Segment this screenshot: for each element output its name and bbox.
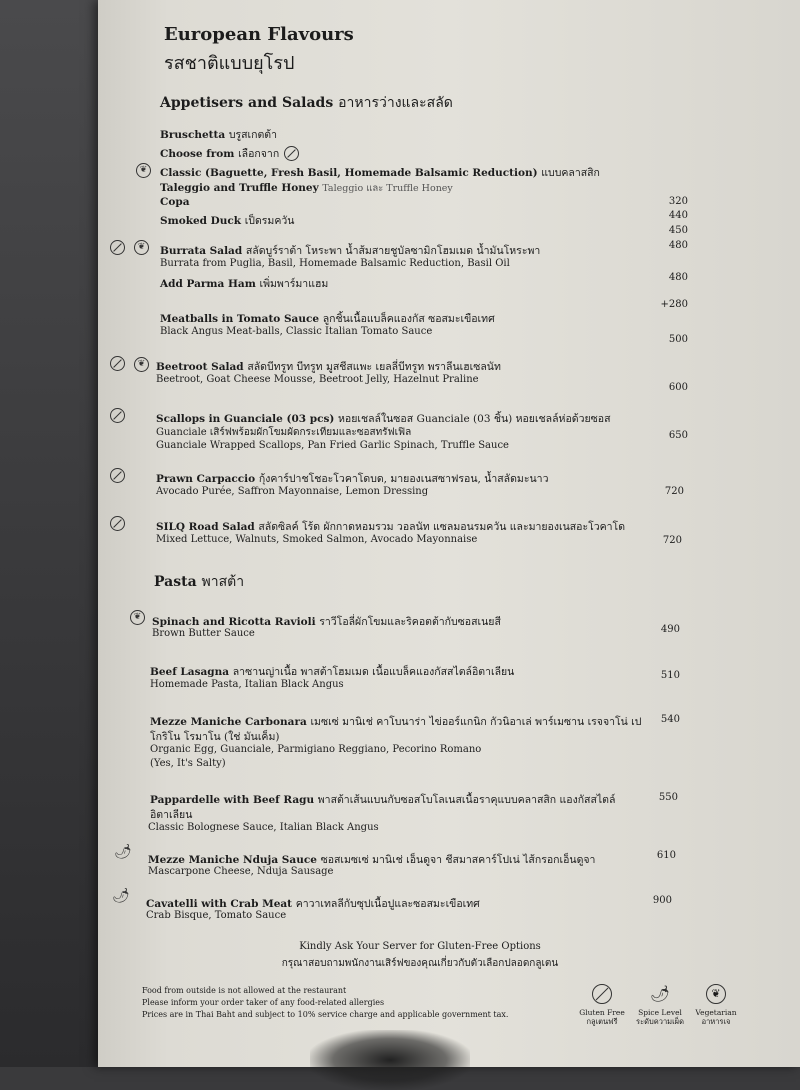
gluten-free-icon: [110, 516, 125, 531]
cavatelli-name-en: Cavatelli with Crab Meat: [146, 898, 293, 910]
burrata-desc: Burrata from Puglia, Basil, Homemade Balsamic Reduction, Basil Oil: [160, 258, 510, 269]
price-duck: 480: [668, 240, 688, 251]
cavatelli-price: 900: [652, 895, 672, 906]
prawn-name: [156, 470, 548, 487]
carbonara-th2: โกริโน โรมาโน (ใช่ มันเค็ม): [150, 731, 280, 743]
silq-name-th: สลัดซิลค์ โร้ด ผักกาดหอมรวม วอลนัท แซลมอนรมควัน และมายองเนสอะโวคาโด: [258, 521, 626, 533]
prawn-price: 720: [664, 486, 684, 497]
duck-th: เป็ดรมควัน: [244, 215, 295, 227]
lasagna-desc: Homemade Pasta, Italian Black Angus: [150, 679, 344, 690]
silq-price: 720: [662, 535, 682, 546]
vegetarian-leaf-icon: ❦: [706, 984, 726, 1004]
classic-th: แบบคลาสสิก: [541, 167, 600, 179]
appetisers-heading-th: อาหารว่างและสลัด: [338, 95, 453, 111]
classic-en: Classic (Baguette, Fresh Basil, Homemade Balsamic Reduction): [160, 167, 538, 179]
prawn-desc: Avocado Purée, Saffron Mayonnaise, Lemon Dressing: [156, 486, 429, 497]
pappardelle-desc: Classic Bolognese Sauce, Italian Black Angus: [148, 822, 379, 833]
beetroot-name-th: สลัดบีทรูท บีทรูท มูสชีสแพะ เยลลี่บีทรูท พราลีนเฮเซลนัท: [247, 361, 501, 373]
nduja-price: 610: [656, 850, 676, 861]
legend-spice-en: Spice Level: [638, 1008, 682, 1017]
cavatelli-name-th: คาวาเทลลีกับซุปเนื้อปูและซอสมะเขือเทศ: [295, 898, 480, 910]
price-classic: 320: [668, 196, 688, 207]
meatballs-name-th: ลูกชิ้นเนื้อแบล็คแองกัส ซอสมะเขือเทศ: [322, 313, 495, 325]
beetroot-desc: Beetroot, Goat Cheese Mousse, Beetroot Jelly, Hazelnut Praline: [156, 374, 479, 385]
gluten-free-icon: [110, 408, 125, 423]
ravioli-price: 490: [660, 624, 680, 635]
gluten-note-th: กรุณาสอบถามพนักงานเสิร์ฟของคุณเกี่ยวกับตัวเลือกปลอดกลูเตน: [281, 958, 559, 969]
footer-line-2: Please inform your order taker of any food-related allergies: [142, 998, 385, 1007]
bruschetta-classic: [160, 164, 600, 181]
prawn-name-en: Prawn Carpaccio: [156, 473, 256, 485]
chili-spice-icon: 🌶: [112, 888, 130, 904]
silq-name-en: SILQ Road Salad: [156, 521, 255, 533]
ravioli-name-en: Spinach and Ricotta Ravioli: [152, 616, 316, 628]
pasta-heading-th: พาสต้า: [201, 574, 245, 590]
lasagna-name: [150, 663, 514, 680]
carbonara-name-th: เมซเซ่ มานิเช่ คาโบนาร่า ไข่ออร์แกนิก กัวนิอาเล่ พาร์เมซาน เรจจาโน่ เป: [310, 716, 642, 728]
prawn-name-th: กุ้งคาร์ปาชโชอะโวคาโดบด, มายองเนสซาฟรอน, น้ำสลัดมะนาว: [258, 473, 549, 485]
parma-addon-en: Add Parma Ham: [160, 278, 256, 290]
meatballs-desc: Black Angus Meat-balls, Classic Italian Tomato Sauce: [160, 326, 433, 337]
legend-veg-en: Vegetarian: [695, 1008, 737, 1017]
pappardelle-price: 550: [658, 792, 678, 803]
beetroot-name: [156, 358, 501, 375]
carbonara-name-th2: [150, 728, 279, 745]
silq-desc: Mixed Lettuce, Walnuts, Smoked Salmon, Avocado Mayonnaise: [156, 534, 478, 545]
taleggio-th: Taleggio และ Truffle Honey: [322, 183, 453, 194]
vegetarian-leaf-icon: ❦: [134, 357, 149, 372]
carbonara-price: 540: [660, 714, 680, 725]
scallops-desc-th: Guanciale เสิร์ฟพร้อมผักโขมผัดกระเทียมและซอสทรัฟเฟิล: [156, 427, 412, 438]
bruschetta-name-th: บรูสเกตต้า: [228, 129, 278, 141]
pappardelle-name-th2: [150, 806, 192, 823]
legend-gluten-en: Gluten Free: [579, 1008, 625, 1017]
nduja-name-en: Mezze Maniche Nduja Sauce: [148, 854, 317, 866]
parma-price: +280: [660, 299, 688, 310]
price-taleggio: 440: [668, 210, 688, 221]
parma-addon-th: เพิ่มพาร์มาแฮม: [259, 278, 329, 290]
legend-spice-th: ระดับความเผ็ด: [636, 1017, 684, 1026]
section-title-en: European Flavours: [164, 24, 354, 45]
scallops-price: 650: [668, 430, 688, 441]
vegetarian-leaf-icon: ❦: [130, 610, 145, 625]
beetroot-name-en: Beetroot Salad: [156, 361, 244, 373]
legend-spice: [630, 1008, 690, 1026]
nduja-desc: Mascarpone Cheese, Nduja Sausage: [148, 866, 334, 877]
pappardelle-name: [150, 791, 615, 808]
nduja-name-th: ซอสเมซเซ่ มานิเช่ เอ็นดูจา ชีสมาสคาร์โปเน่ ไส้กรอกเอ็นดูจา: [320, 854, 596, 866]
pappardelle-name-en: Pappardelle with Beef Ragu: [150, 794, 315, 806]
pasta-heading-en: Pasta: [154, 574, 197, 590]
chili-spice-icon: 🌶: [114, 844, 132, 860]
burrata-price: 480: [668, 272, 688, 283]
lasagna-name-en: Beef Lasagna: [150, 666, 230, 678]
duck-en: Smoked Duck: [160, 215, 242, 227]
meatballs-name: [160, 310, 495, 327]
scallops-name-th: หอยเชลล์ในซอส Guanciale (03 ชิ้น) หอยเชลล์ห่อด้วยซอส: [338, 413, 611, 425]
price-copa: 450: [668, 225, 688, 236]
choose-from-th: เลือกจาก: [238, 148, 280, 160]
gluten-note-en: Kindly Ask Your Server for Gluten-Free Options: [299, 941, 541, 952]
choose-from-en: Choose from: [160, 148, 235, 160]
appetisers-heading: [160, 92, 453, 114]
taleggio-en: Taleggio and Truffle Honey: [160, 182, 319, 194]
meatballs-price: 500: [668, 334, 688, 345]
gluten-free-icon: [592, 984, 612, 1004]
legend-gluten-th: กลูเตนฟรี: [586, 1017, 618, 1026]
footer-line-1: Food from outside is not allowed at the restaurant: [142, 986, 347, 995]
pappardelle-name-th: พาสต้าเส้นแบนกับซอสโบโลเนสเนื้อราคุแบบคลาสสิก แองกัสสไตล์: [317, 794, 616, 806]
pappardelle-th2: อิตาเลียน: [150, 809, 193, 821]
appetisers-heading-en: Appetisers and Salads: [160, 95, 334, 111]
ravioli-name-th: ราวีโอลี่ผักโขมและริคอตต้ากับซอสเนยสี: [319, 616, 501, 628]
legend-gluten: [572, 1008, 632, 1026]
scallops-name-en: Scallops in Guanciale (03 pcs): [156, 413, 335, 425]
photo-shadow: [310, 1030, 470, 1090]
legend-veg: [686, 1008, 746, 1026]
burrata-name-th: สลัดบูร์ราต้า โหระพา น้ำส้มสายชูบัลซามิกโฮมเมด น้ำมันโหระพา: [245, 245, 541, 257]
gluten-free-icon: [284, 146, 299, 161]
burrata-name-en: Burrata Salad: [160, 245, 243, 257]
vegetarian-leaf-icon: ❦: [136, 163, 151, 178]
cavatelli-desc: Crab Bisque, Tomato Sauce: [146, 910, 287, 921]
parma-addon: [160, 275, 328, 292]
chili-spice-icon: 🌶: [650, 984, 671, 1003]
lasagna-price: 510: [660, 670, 680, 681]
beetroot-price: 600: [668, 382, 688, 393]
vegetarian-leaf-icon: ❦: [134, 240, 149, 255]
lasagna-name-th: ลาซานญ่าเนื้อ พาสต้าโฮมเมด เนื้อแบล็คแองกัสสไตล์อิตาเลียน: [232, 666, 515, 678]
silq-name: [156, 518, 625, 535]
burrata-name: [160, 242, 540, 259]
bruschetta-name-en: Bruschetta: [160, 129, 226, 141]
bruschetta-copa: Copa: [160, 196, 190, 208]
carbonara-desc2: (Yes, It's Salty): [150, 758, 226, 769]
bruschetta-name: [160, 126, 277, 143]
bruschetta-taleggio: [160, 181, 453, 196]
gluten-free-icon: [110, 240, 125, 255]
carbonara-desc: Organic Egg, Guanciale, Parmigiano Reggiano, Pecorino Romano: [150, 744, 482, 755]
scallops-desc: Guanciale Wrapped Scallops, Pan Fried Garlic Spinach, Truffle Sauce: [156, 440, 509, 451]
legend-veg-th: อาหารเจ: [701, 1017, 731, 1026]
bruschetta-duck: [160, 212, 294, 229]
choose-from: [160, 145, 279, 162]
ravioli-desc: Brown Butter Sauce: [152, 628, 255, 639]
gluten-free-icon: [110, 356, 125, 371]
footer-line-3: Prices are in Thai Baht and subject to 10% service charge and applicable government tax.: [142, 1010, 509, 1019]
pasta-heading: [154, 571, 244, 593]
gluten-free-icon: [110, 468, 125, 483]
section-title-th: รสชาติแบบยุโรป: [164, 53, 295, 74]
carbonara-name-en: Mezze Maniche Carbonara: [150, 716, 307, 728]
meatballs-name-en: Meatballs in Tomato Sauce: [160, 313, 320, 325]
